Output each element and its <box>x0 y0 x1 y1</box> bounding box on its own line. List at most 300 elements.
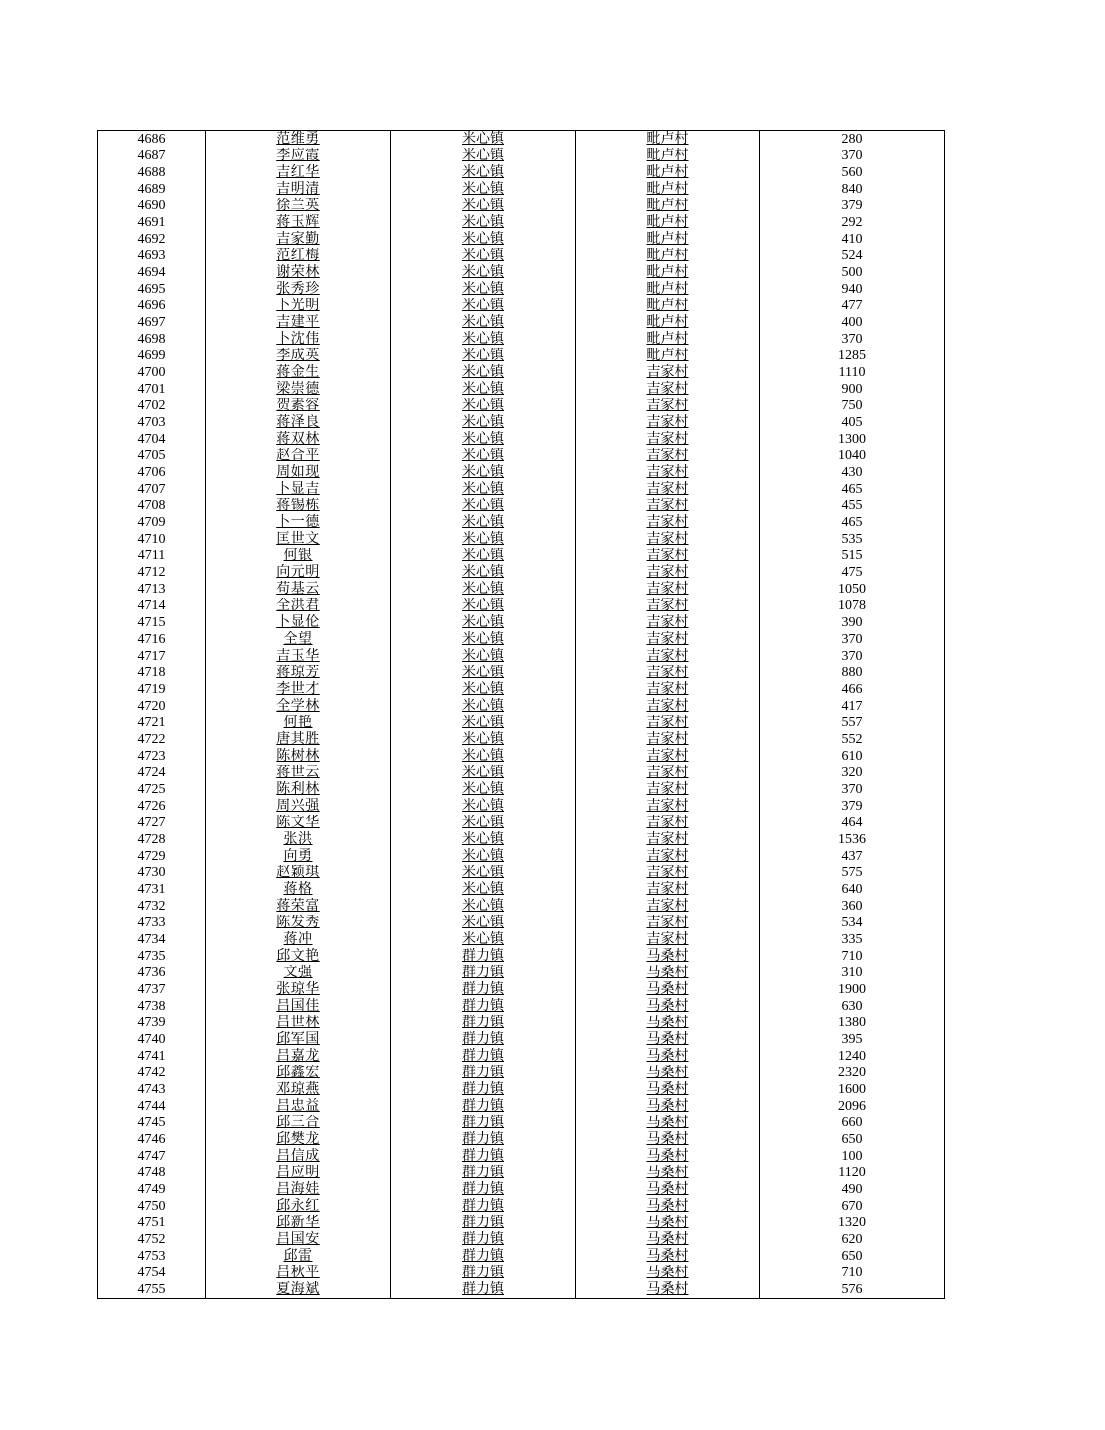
village-cell: 吉家村 <box>576 464 760 481</box>
table-row <box>98 831 945 848</box>
town-cell: 米心镇 <box>391 448 576 465</box>
person-name-cell: 李世才 <box>206 681 391 698</box>
amount-cell: 1050 <box>760 581 945 598</box>
person-name-cell: 范维勇 <box>206 131 391 148</box>
row-number-cell: 4746 <box>98 1131 206 1148</box>
village-cell: 吉家村 <box>576 498 760 515</box>
row-number-cell: 4734 <box>98 931 206 948</box>
village-cell: 吉家村 <box>576 631 760 648</box>
data-table <box>97 130 945 1299</box>
person-name-cell: 蒋泽良 <box>206 414 391 431</box>
village-cell: 吉家村 <box>576 564 760 581</box>
town-cell: 群力镇 <box>391 1098 576 1115</box>
amount-cell: 576 <box>760 1281 945 1298</box>
amount-cell: 1040 <box>760 448 945 465</box>
village-cell: 毗卢村 <box>576 314 760 331</box>
table-row <box>98 748 945 765</box>
person-name-cell: 张洪 <box>206 831 391 848</box>
village-cell: 马桑村 <box>576 1131 760 1148</box>
town-cell: 群力镇 <box>391 981 576 998</box>
table-row <box>98 781 945 798</box>
village-cell: 吉家村 <box>576 848 760 865</box>
amount-cell: 466 <box>760 681 945 698</box>
amount-cell: 455 <box>760 498 945 515</box>
village-cell: 吉家村 <box>576 598 760 615</box>
person-name-cell: 邓琼燕 <box>206 1081 391 1098</box>
table-row <box>98 264 945 281</box>
row-number-cell: 4727 <box>98 815 206 832</box>
amount-cell: 395 <box>760 1031 945 1048</box>
amount-cell: 1900 <box>760 981 945 998</box>
row-number-cell: 4702 <box>98 398 206 415</box>
person-name-cell: 吕世林 <box>206 1015 391 1032</box>
person-name-cell: 吉明清 <box>206 181 391 198</box>
amount-cell: 477 <box>760 298 945 315</box>
table-row <box>98 815 945 832</box>
table-row <box>98 181 945 198</box>
table-row <box>98 281 945 298</box>
person-name-cell: 蒋冲 <box>206 931 391 948</box>
amount-cell: 417 <box>760 698 945 715</box>
town-cell: 群力镇 <box>391 1115 576 1132</box>
person-name-cell: 蒋锡栋 <box>206 498 391 515</box>
row-number-cell: 4686 <box>98 131 206 148</box>
row-number-cell: 4699 <box>98 348 206 365</box>
town-cell: 米心镇 <box>391 198 576 215</box>
town-cell: 米心镇 <box>391 314 576 331</box>
row-number-cell: 4691 <box>98 214 206 231</box>
person-name-cell: 贺素容 <box>206 398 391 415</box>
village-cell: 吉家村 <box>576 431 760 448</box>
amount-cell: 650 <box>760 1248 945 1265</box>
town-cell: 米心镇 <box>391 181 576 198</box>
village-cell: 马桑村 <box>576 1198 760 1215</box>
table-row <box>98 798 945 815</box>
row-number-cell: 4740 <box>98 1031 206 1048</box>
village-cell: 马桑村 <box>576 1081 760 1098</box>
table-row <box>98 1231 945 1248</box>
row-number-cell: 4690 <box>98 198 206 215</box>
table-body <box>98 131 945 1299</box>
person-name-cell: 文强 <box>206 965 391 982</box>
amount-cell: 670 <box>760 1198 945 1215</box>
town-cell: 米心镇 <box>391 614 576 631</box>
table-row <box>98 1115 945 1132</box>
person-name-cell: 吕应明 <box>206 1165 391 1182</box>
village-cell: 吉家村 <box>576 548 760 565</box>
amount-cell: 900 <box>760 381 945 398</box>
amount-cell: 610 <box>760 748 945 765</box>
person-name-cell: 邱新华 <box>206 1215 391 1232</box>
row-number-cell: 4735 <box>98 948 206 965</box>
table-row <box>98 348 945 365</box>
row-number-cell: 4714 <box>98 598 206 615</box>
row-number-cell: 4754 <box>98 1265 206 1282</box>
table-row <box>98 1248 945 1265</box>
village-cell: 吉家村 <box>576 681 760 698</box>
amount-cell: 524 <box>760 248 945 265</box>
amount-cell: 1240 <box>760 1048 945 1065</box>
village-cell: 马桑村 <box>576 1031 760 1048</box>
town-cell: 米心镇 <box>391 131 576 148</box>
amount-cell: 2096 <box>760 1098 945 1115</box>
amount-cell: 940 <box>760 281 945 298</box>
person-name-cell: 李应霞 <box>206 148 391 165</box>
person-name-cell: 张秀珍 <box>206 281 391 298</box>
table-row <box>98 631 945 648</box>
table-row <box>98 364 945 381</box>
row-number-cell: 4750 <box>98 1198 206 1215</box>
village-cell: 吉家村 <box>576 798 760 815</box>
table-row <box>98 965 945 982</box>
town-cell: 米心镇 <box>391 731 576 748</box>
village-cell: 马桑村 <box>576 1281 760 1298</box>
person-name-cell: 蒋世云 <box>206 765 391 782</box>
amount-cell: 320 <box>760 765 945 782</box>
table-row <box>98 648 945 665</box>
person-name-cell: 邱樊龙 <box>206 1131 391 1148</box>
town-cell: 米心镇 <box>391 815 576 832</box>
table-row <box>98 464 945 481</box>
town-cell: 米心镇 <box>391 564 576 581</box>
amount-cell: 535 <box>760 531 945 548</box>
table-row <box>98 1281 945 1298</box>
row-number-cell: 4700 <box>98 364 206 381</box>
village-cell: 吉家村 <box>576 748 760 765</box>
table-row <box>98 915 945 932</box>
person-name-cell: 蒋琼芳 <box>206 665 391 682</box>
town-cell: 米心镇 <box>391 514 576 531</box>
amount-cell: 465 <box>760 514 945 531</box>
village-cell: 马桑村 <box>576 1265 760 1282</box>
table-row <box>98 698 945 715</box>
table-row <box>98 381 945 398</box>
amount-cell: 660 <box>760 1115 945 1132</box>
person-name-cell: 卜显吉 <box>206 481 391 498</box>
village-cell: 马桑村 <box>576 1015 760 1032</box>
row-number-cell: 4753 <box>98 1248 206 1265</box>
amount-cell: 534 <box>760 915 945 932</box>
row-number-cell: 4752 <box>98 1231 206 1248</box>
row-number-cell: 4694 <box>98 264 206 281</box>
town-cell: 米心镇 <box>391 581 576 598</box>
amount-cell: 370 <box>760 631 945 648</box>
person-name-cell: 邱鑫宏 <box>206 1065 391 1082</box>
row-number-cell: 4697 <box>98 314 206 331</box>
person-name-cell: 吕国佳 <box>206 998 391 1015</box>
amount-cell: 1320 <box>760 1215 945 1232</box>
town-cell: 米心镇 <box>391 248 576 265</box>
town-cell: 米心镇 <box>391 481 576 498</box>
town-cell: 米心镇 <box>391 715 576 732</box>
row-number-cell: 4739 <box>98 1015 206 1032</box>
amount-cell: 1078 <box>760 598 945 615</box>
person-name-cell: 邱永红 <box>206 1198 391 1215</box>
village-cell: 吉家村 <box>576 481 760 498</box>
person-name-cell: 陈发秀 <box>206 915 391 932</box>
table-row <box>98 331 945 348</box>
village-cell: 吉家村 <box>576 531 760 548</box>
row-number-cell: 4741 <box>98 1048 206 1065</box>
amount-cell: 1300 <box>760 431 945 448</box>
town-cell: 米心镇 <box>391 531 576 548</box>
person-name-cell: 蒋金生 <box>206 364 391 381</box>
table-row <box>98 198 945 215</box>
village-cell: 吉家村 <box>576 715 760 732</box>
town-cell: 米心镇 <box>391 264 576 281</box>
town-cell: 米心镇 <box>391 414 576 431</box>
town-cell: 米心镇 <box>391 765 576 782</box>
village-cell: 吉家村 <box>576 614 760 631</box>
town-cell: 米心镇 <box>391 881 576 898</box>
village-cell: 毗卢村 <box>576 198 760 215</box>
person-name-cell: 蒋荣富 <box>206 898 391 915</box>
village-cell: 吉家村 <box>576 665 760 682</box>
table-row <box>98 548 945 565</box>
village-cell: 马桑村 <box>576 1215 760 1232</box>
row-number-cell: 4711 <box>98 548 206 565</box>
row-number-cell: 4743 <box>98 1081 206 1098</box>
village-cell: 毗卢村 <box>576 164 760 181</box>
row-number-cell: 4730 <box>98 865 206 882</box>
table-row <box>98 1165 945 1182</box>
amount-cell: 100 <box>760 1148 945 1165</box>
row-number-cell: 4717 <box>98 648 206 665</box>
amount-cell: 490 <box>760 1181 945 1198</box>
row-number-cell: 4748 <box>98 1165 206 1182</box>
table-row <box>98 481 945 498</box>
village-cell: 吉家村 <box>576 448 760 465</box>
amount-cell: 379 <box>760 798 945 815</box>
town-cell: 米心镇 <box>391 431 576 448</box>
town-cell: 米心镇 <box>391 464 576 481</box>
person-name-cell: 向勇 <box>206 848 391 865</box>
person-name-cell: 吉建平 <box>206 314 391 331</box>
village-cell: 吉家村 <box>576 414 760 431</box>
table-row <box>98 848 945 865</box>
row-number-cell: 4689 <box>98 181 206 198</box>
row-number-cell: 4708 <box>98 498 206 515</box>
table-row <box>98 131 945 148</box>
amount-cell: 2320 <box>760 1065 945 1082</box>
row-number-cell: 4724 <box>98 765 206 782</box>
row-number-cell: 4733 <box>98 915 206 932</box>
person-name-cell: 李成英 <box>206 348 391 365</box>
village-cell: 毗卢村 <box>576 131 760 148</box>
amount-cell: 630 <box>760 998 945 1015</box>
town-cell: 米心镇 <box>391 848 576 865</box>
town-cell: 米心镇 <box>391 364 576 381</box>
amount-cell: 1380 <box>760 1015 945 1032</box>
village-cell: 毗卢村 <box>576 248 760 265</box>
row-number-cell: 4698 <box>98 331 206 348</box>
person-name-cell: 全望 <box>206 631 391 648</box>
town-cell: 米心镇 <box>391 898 576 915</box>
amount-cell: 710 <box>760 948 945 965</box>
town-cell: 米心镇 <box>391 298 576 315</box>
village-cell: 吉家村 <box>576 398 760 415</box>
town-cell: 群力镇 <box>391 998 576 1015</box>
row-number-cell: 4721 <box>98 715 206 732</box>
row-number-cell: 4755 <box>98 1281 206 1298</box>
amount-cell: 500 <box>760 264 945 281</box>
amount-cell: 650 <box>760 1131 945 1148</box>
person-name-cell: 邱三合 <box>206 1115 391 1132</box>
person-name-cell: 蒋玉辉 <box>206 214 391 231</box>
table-row <box>98 1031 945 1048</box>
amount-cell: 557 <box>760 715 945 732</box>
amount-cell: 405 <box>760 414 945 431</box>
person-name-cell: 何艳 <box>206 715 391 732</box>
person-name-cell: 蒋格 <box>206 881 391 898</box>
person-name-cell: 吕秋平 <box>206 1265 391 1282</box>
row-number-cell: 4712 <box>98 564 206 581</box>
row-number-cell: 4696 <box>98 298 206 315</box>
amount-cell: 292 <box>760 214 945 231</box>
table-row <box>98 1098 945 1115</box>
row-number-cell: 4709 <box>98 514 206 531</box>
amount-cell: 1285 <box>760 348 945 365</box>
amount-cell: 710 <box>760 1265 945 1282</box>
table-row <box>98 931 945 948</box>
amount-cell: 640 <box>760 881 945 898</box>
person-name-cell: 张琼华 <box>206 981 391 998</box>
row-number-cell: 4723 <box>98 748 206 765</box>
village-cell: 马桑村 <box>576 1181 760 1198</box>
table-row <box>98 448 945 465</box>
amount-cell: 1120 <box>760 1165 945 1182</box>
amount-cell: 1536 <box>760 831 945 848</box>
table-row <box>98 398 945 415</box>
person-name-cell: 吉玉华 <box>206 648 391 665</box>
amount-cell: 750 <box>760 398 945 415</box>
row-number-cell: 4738 <box>98 998 206 1015</box>
town-cell: 群力镇 <box>391 1048 576 1065</box>
row-number-cell: 4751 <box>98 1215 206 1232</box>
table-row <box>98 881 945 898</box>
person-name-cell: 赵合平 <box>206 448 391 465</box>
table-row <box>98 214 945 231</box>
row-number-cell: 4716 <box>98 631 206 648</box>
person-name-cell: 谢荣林 <box>206 264 391 281</box>
amount-cell: 360 <box>760 898 945 915</box>
town-cell: 群力镇 <box>391 1015 576 1032</box>
village-cell: 毗卢村 <box>576 281 760 298</box>
town-cell: 米心镇 <box>391 781 576 798</box>
row-number-cell: 4703 <box>98 414 206 431</box>
table-row <box>98 731 945 748</box>
town-cell: 米心镇 <box>391 348 576 365</box>
town-cell: 群力镇 <box>391 1231 576 1248</box>
row-number-cell: 4688 <box>98 164 206 181</box>
village-cell: 马桑村 <box>576 1248 760 1265</box>
person-name-cell: 吕嘉龙 <box>206 1048 391 1065</box>
table-row <box>98 1215 945 1232</box>
person-name-cell: 吕海娃 <box>206 1181 391 1198</box>
amount-cell: 475 <box>760 564 945 581</box>
town-cell: 米心镇 <box>391 381 576 398</box>
village-cell: 毗卢村 <box>576 264 760 281</box>
row-number-cell: 4747 <box>98 1148 206 1165</box>
village-cell: 吉家村 <box>576 931 760 948</box>
village-cell: 毗卢村 <box>576 348 760 365</box>
village-cell: 吉家村 <box>576 898 760 915</box>
village-cell: 马桑村 <box>576 998 760 1015</box>
town-cell: 群力镇 <box>391 1281 576 1298</box>
person-name-cell: 卜一德 <box>206 514 391 531</box>
village-cell: 吉家村 <box>576 731 760 748</box>
person-name-cell: 何银 <box>206 548 391 565</box>
amount-cell: 840 <box>760 181 945 198</box>
row-number-cell: 4732 <box>98 898 206 915</box>
town-cell: 群力镇 <box>391 1248 576 1265</box>
row-number-cell: 4725 <box>98 781 206 798</box>
village-cell: 吉家村 <box>576 381 760 398</box>
amount-cell: 880 <box>760 665 945 682</box>
town-cell: 米心镇 <box>391 548 576 565</box>
village-cell: 吉家村 <box>576 514 760 531</box>
row-number-cell: 4745 <box>98 1115 206 1132</box>
table-row <box>98 231 945 248</box>
person-name-cell: 吕国安 <box>206 1231 391 1248</box>
town-cell: 米心镇 <box>391 698 576 715</box>
town-cell: 米心镇 <box>391 398 576 415</box>
person-name-cell: 陈树林 <box>206 748 391 765</box>
village-cell: 马桑村 <box>576 1148 760 1165</box>
town-cell: 米心镇 <box>391 631 576 648</box>
town-cell: 米心镇 <box>391 831 576 848</box>
table-row <box>98 1081 945 1098</box>
village-cell: 马桑村 <box>576 1065 760 1082</box>
town-cell: 群力镇 <box>391 1148 576 1165</box>
town-cell: 米心镇 <box>391 915 576 932</box>
town-cell: 群力镇 <box>391 1181 576 1198</box>
row-number-cell: 4742 <box>98 1065 206 1082</box>
amount-cell: 370 <box>760 781 945 798</box>
row-number-cell: 4726 <box>98 798 206 815</box>
town-cell: 群力镇 <box>391 1065 576 1082</box>
town-cell: 米心镇 <box>391 214 576 231</box>
person-name-cell: 吉红华 <box>206 164 391 181</box>
person-name-cell: 赵颖琪 <box>206 865 391 882</box>
town-cell: 米心镇 <box>391 331 576 348</box>
table-row <box>98 164 945 181</box>
amount-cell: 575 <box>760 865 945 882</box>
village-cell: 吉家村 <box>576 781 760 798</box>
town-cell: 米心镇 <box>391 931 576 948</box>
village-cell: 吉家村 <box>576 831 760 848</box>
person-name-cell: 卜沈伟 <box>206 331 391 348</box>
village-cell: 吉家村 <box>576 865 760 882</box>
row-number-cell: 4737 <box>98 981 206 998</box>
table-row <box>98 898 945 915</box>
row-number-cell: 4715 <box>98 614 206 631</box>
table-row <box>98 1048 945 1065</box>
table-row <box>98 248 945 265</box>
person-name-cell: 邱雷 <box>206 1248 391 1265</box>
amount-cell: 335 <box>760 931 945 948</box>
village-cell: 吉家村 <box>576 698 760 715</box>
village-cell: 马桑村 <box>576 1165 760 1182</box>
person-name-cell: 全洪君 <box>206 598 391 615</box>
row-number-cell: 4713 <box>98 581 206 598</box>
person-name-cell: 卜显伦 <box>206 614 391 631</box>
row-number-cell: 4744 <box>98 1098 206 1115</box>
table-row <box>98 514 945 531</box>
village-cell: 马桑村 <box>576 981 760 998</box>
town-cell: 群力镇 <box>391 1031 576 1048</box>
town-cell: 群力镇 <box>391 1081 576 1098</box>
